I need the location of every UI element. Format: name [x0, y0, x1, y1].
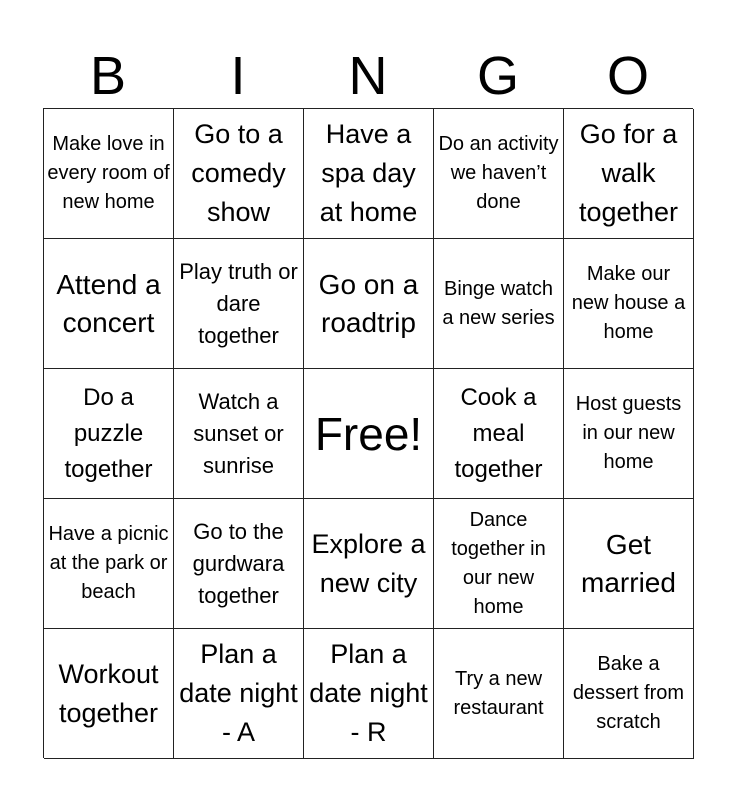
header-letter-n: N — [348, 46, 388, 106]
cell-text: Get married — [581, 528, 676, 598]
cell-text: Dance together in our new home — [451, 508, 546, 618]
header-letter-b: B — [89, 46, 127, 106]
cell-text: Workout together — [58, 658, 159, 728]
bingo-cell[interactable] — [434, 369, 564, 499]
bingo-cell[interactable] — [434, 109, 564, 239]
bingo-cell[interactable] — [44, 369, 174, 499]
cell-text: Have a picnic at the park or beach — [48, 523, 169, 603]
header-letter-i: I — [230, 46, 246, 106]
cell-text: Go on a roadtrip — [318, 268, 419, 338]
bingo-cell[interactable] — [174, 369, 304, 499]
bingo-cell[interactable] — [564, 369, 694, 499]
cell-text: Cook a meal together — [454, 383, 543, 483]
bingo-cell[interactable] — [174, 109, 304, 239]
cell-text: Binge watch a new series — [442, 277, 555, 329]
cell-text: Plan a date night - R — [309, 639, 428, 747]
bingo-free-cell[interactable] — [304, 369, 434, 499]
cell-text: Bake a dessert from scratch — [572, 653, 685, 733]
bingo-cell[interactable] — [434, 629, 564, 759]
header-letter-o: O — [606, 46, 649, 106]
cell-text: Host guests in our new home — [575, 393, 682, 473]
bingo-header — [43, 44, 693, 108]
bingo-board — [43, 108, 693, 758]
cell-text: Have a spa day at home — [319, 119, 418, 227]
cell-text: Go for a walk together — [578, 119, 679, 227]
bingo-cell[interactable] — [564, 239, 694, 369]
bingo-cell[interactable] — [44, 239, 174, 369]
bingo-cell[interactable] — [304, 499, 434, 629]
bingo-cell[interactable] — [174, 629, 304, 759]
free-space-text: Free! — [314, 407, 423, 460]
cell-text: Go to a comedy show — [191, 119, 286, 227]
bingo-cell[interactable] — [564, 629, 694, 759]
cell-text: Make love in every room of new home — [47, 133, 170, 213]
header-letter-g: G — [476, 46, 519, 106]
cell-text: Do a puzzle together — [64, 383, 153, 483]
bingo-cell[interactable] — [434, 499, 564, 629]
bingo-cell[interactable] — [564, 109, 694, 239]
cell-text: Explore a new city — [311, 528, 426, 598]
bingo-cell[interactable] — [174, 239, 304, 369]
cell-text: Try a new restaurant — [453, 667, 544, 719]
bingo-cell[interactable] — [44, 499, 174, 629]
bingo-cell[interactable] — [304, 239, 434, 369]
cell-text: Plan a date night - A — [179, 639, 298, 747]
cell-text: Make our new house a home — [571, 263, 686, 343]
bingo-cell[interactable] — [44, 109, 174, 239]
bingo-cell[interactable] — [174, 499, 304, 629]
cell-text: Go to the gurdwara together — [192, 518, 285, 608]
cell-text: Play truth or dare together — [179, 258, 298, 348]
bingo-cell[interactable] — [564, 499, 694, 629]
bingo-cell[interactable] — [434, 239, 564, 369]
bingo-cell[interactable] — [304, 629, 434, 759]
cell-text: Do an activity we haven’t done — [438, 133, 559, 213]
cell-text: Attend a concert — [56, 268, 161, 338]
cell-text: Watch a sunset or sunrise — [193, 388, 284, 478]
bingo-cell[interactable] — [44, 629, 174, 759]
bingo-cell[interactable] — [304, 109, 434, 239]
